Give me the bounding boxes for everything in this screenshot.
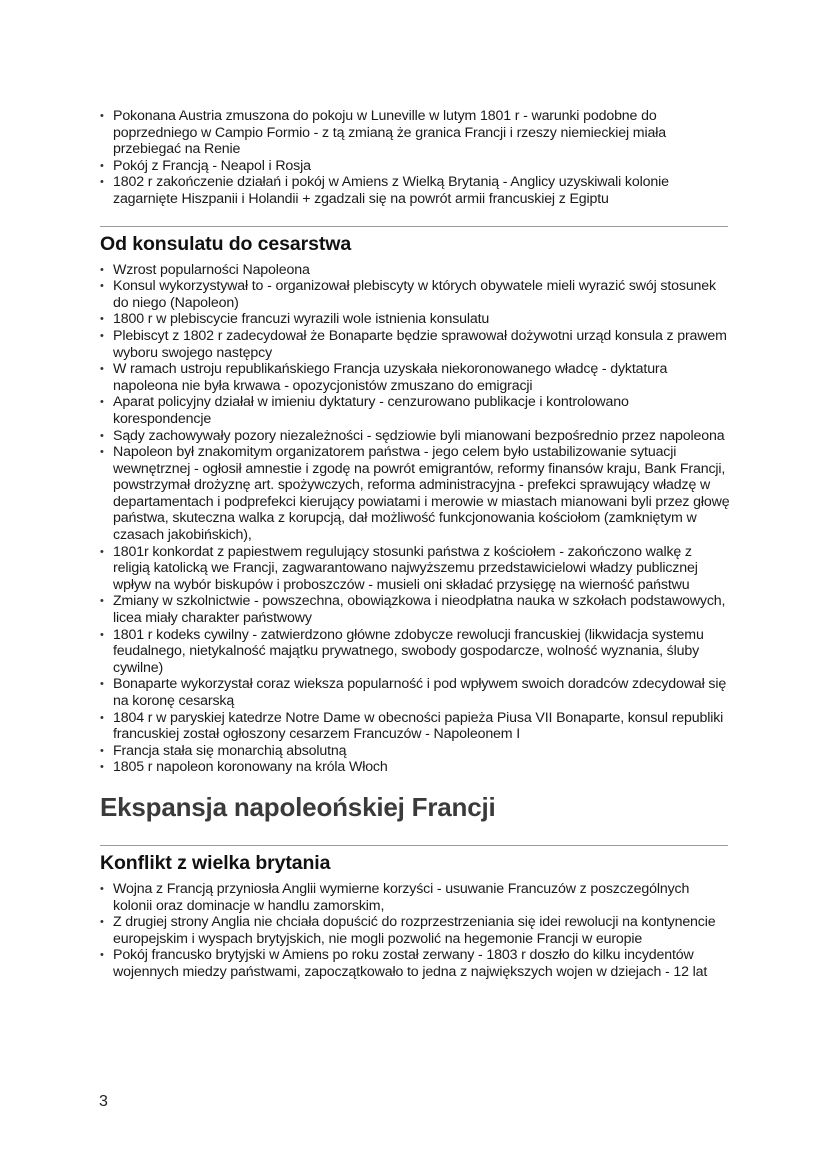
list-item: • Aparat policyjny działał w imieniu dyktatury - cenzurowano publikacje i kontrolowano korespondencje <box>100 394 730 427</box>
section-heading-konsulat: Od konsulatu do cesarstwa <box>100 232 352 255</box>
list-item: • Z drugiej strony Anglia nie chciała dopuścić do rozprzestrzeniania się idei rewolucji na kontynencie europejskim i wyspach brytyjskich, nie mogli pozwolić na hegemonie Francji w europie <box>100 914 730 947</box>
list-item: • W ramach ustroju republikańskiego Francja uzyskała niekoronowanego władcę - dyktatura napoleona nie była krwawa - opozycjonistów zmuszano do emigracji <box>100 361 730 394</box>
list-item: • Wzrost popularności Napoleona <box>100 262 730 279</box>
list-item: • 1804 r w paryskiej katedrze Notre Dame w obecności papieża Piusa VII Bonaparte, konsul republiki francuskiej został ogłoszony cesarzem Francuzów - Napoleonem I <box>100 710 730 743</box>
list-item: • Francja stała się monarchią absolutną <box>100 743 730 760</box>
list-item: • Pokonana Austria zmuszona do pokoju w Luneville w lutym 1801 r - warunki podobne do poprzedniego w Campio Formio - z tą zmianą że granica Francji i rzeszy niemieckiej miała przebiegać na Renie <box>100 108 730 158</box>
page-number: 3 <box>99 1093 108 1110</box>
section-divider <box>100 226 728 227</box>
list-item: • Konsul wykorzystywał to - organizował plebiscyty w których obywatele mieli wyrazić swój stosunek do niego (Napoleon) <box>100 278 730 311</box>
section-divider <box>100 845 728 846</box>
list-item: • Zmiany w szkolnictwie - powszechna, obowiązkowa i nieodpłatna nauka w szkołach podstawowych, licea miały charakter państwowy <box>100 593 730 626</box>
list-item: • Pokój z Francją - Neapol i Rosja <box>100 158 730 175</box>
list-item: • Wojna z Francją przyniosła Anglii wymierne korzyści - usuwanie Francuzów z poszczególnych kolonii oraz dominacje w handlu zamorskim, <box>100 881 730 914</box>
list-item: • Pokój francusko brytyjski w Amiens po roku został zerwany - 1803 r doszło do kilku incydentów wojennych miedzy państwami, zapoczątkowało to jedna z największych wojen w dziejach - 12 lat <box>100 947 730 980</box>
list-item: • 1800 r w plebiscycie francuzi wyrazili wole istnienia konsulatu <box>100 311 730 328</box>
list-item: • 1805 r napoleon koronowany na króla Włoch <box>100 759 730 776</box>
list-item: • 1801r konkordat z papiestwem regulujący stosunki państwa z kościołem - zakończono walkę z religią katolicką we Francji, zagwarantowano najwyższemu przedstawicielowi władzy publicznej wpływ na wybór biskupów i proboszczów - musieli oni składać przysięgę na wierność państwu <box>100 544 730 594</box>
section-heading-konflikt: Konflikt z wielka brytania <box>100 851 331 874</box>
document-page <box>100 108 730 981</box>
list-item: • 1801 r kodeks cywilny - zatwierdzono główne zdobycze rewolucji francuskiej (likwidacja systemu feudalnego, nietykalność majątku prywatnego, swobody gospodarcze, wolność wyznania, śluby cywilne) <box>100 627 730 677</box>
list-item: • Napoleon był znakomitym organizatorem państwa - jego celem było ustabilizowanie sytuacji wewnętrznej - ogłosił amnestie i zgodę na powrót emigrantów, reformy finansów kraju, Bank Francji, powstrzymał drożyznę art. spożywczych, reforma administracyjna - prefekci sprawujący władzę w departamentach i podprefekci kierujący powiatami i merowie w miastach mianowani byli przez głowę państwa, skuteczna walka z korupcją, dał możliwość funkcjonowania kościołom (zamkniętym w czasach jakobińskich), <box>100 444 730 544</box>
intro-bullet-list <box>100 108 730 208</box>
list-item: • Bonaparte wykorzystał coraz wieksza popularność i pod wpływem swoich doradców zdecydował się na koronę cesarską <box>100 676 730 709</box>
list-item: • Sądy zachowywały pozory niezależności - sędziowie byli mianowani bezpośrednio przez napoleona <box>100 428 730 445</box>
chapter-heading: Ekspansja napoleońskiej Francji <box>100 791 496 822</box>
konflikt-bullet-list <box>100 881 730 981</box>
list-item: • Plebiscyt z 1802 r zadecydował że Bonaparte będzie sprawował dożywotni urząd konsula z prawem wyboru swojego następcy <box>100 328 730 361</box>
list-item: • 1802 r zakończenie działań i pokój w Amiens z Wielką Brytanią - Anglicy uzyskiwali kolonie zagarnięte Hiszpanii i Holandii + zgadzali się na powrót armii francuskiej z Egiptu <box>100 174 730 207</box>
konsulat-bullet-list <box>100 262 730 776</box>
